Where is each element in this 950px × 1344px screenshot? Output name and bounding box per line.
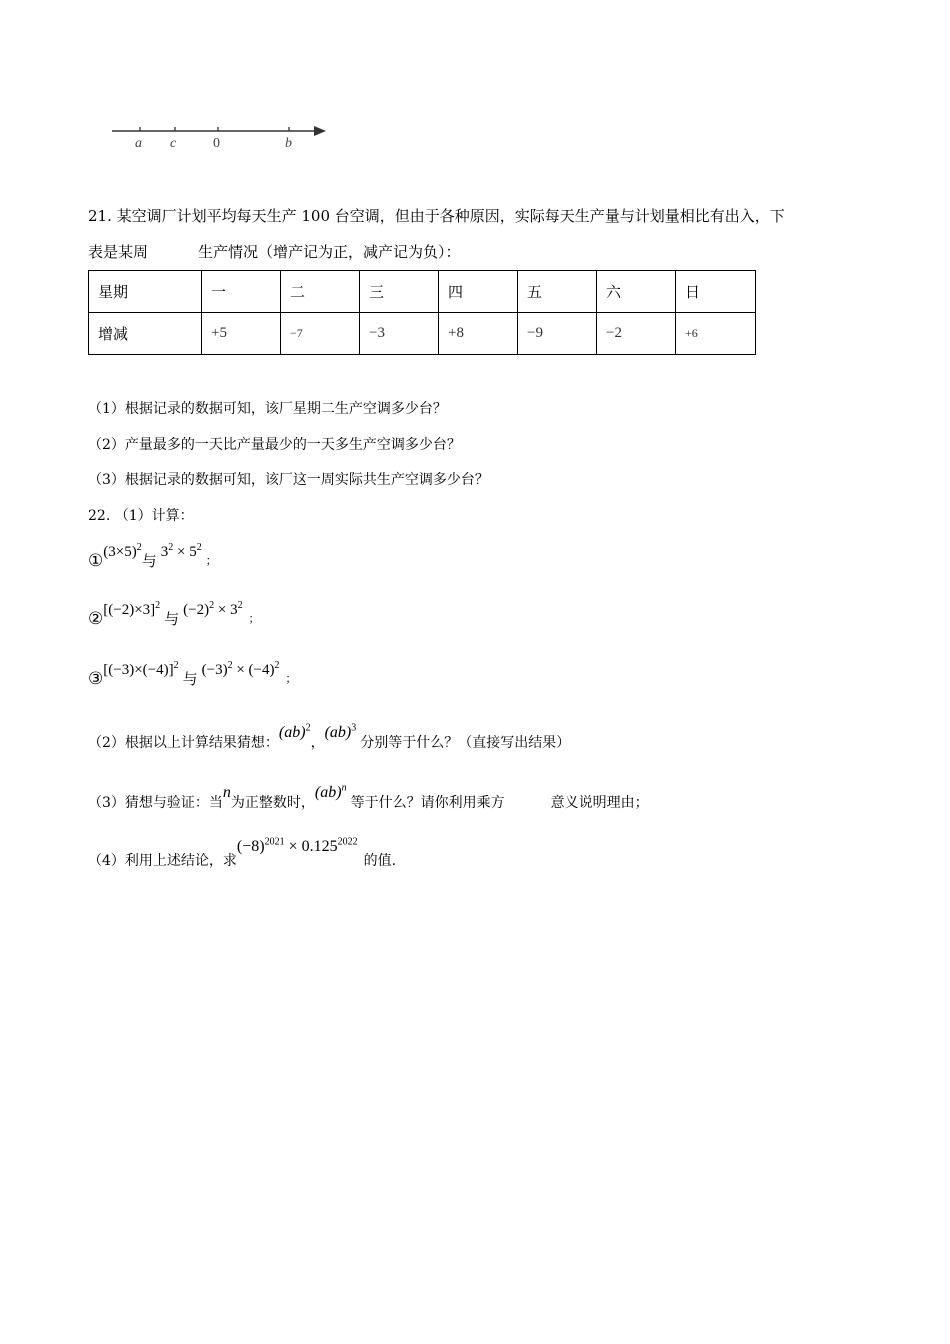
item2-rhs-b: 3 [230,602,238,618]
item2-rhs-b-exp: 2 [237,600,243,611]
number-line-label-0: 0 [213,136,220,151]
sub2-m1-exp: 2 [305,722,311,734]
table-header-cell: 星期 [89,271,202,313]
table-header-cell: 一 [202,271,281,313]
item2-times: × [214,602,231,618]
item3-rhs [202,662,280,678]
q21-sub3: （3）根据记录的数据可知，该厂这一周实际共生产空调多少台？ [88,472,489,488]
q21-line2b: 生产情况（增产记为正，减产记为负）： [198,243,461,261]
table-value-cell: −7 [281,313,360,355]
q22-sub3 [88,782,649,811]
sub2-m2-exp: 3 [351,722,357,734]
sub2-m2-base: (ab) [324,724,352,741]
item2-lhs-base: [(−2)×3] [103,602,156,618]
item3-rhs-a-exp: 2 [227,660,233,671]
item3-end: ； [285,672,297,685]
sub3-n: n [222,784,231,801]
item3-times: × [232,662,249,678]
sub2-m2 [325,724,357,741]
table-value-cell: −9 [518,313,597,355]
circled-2: ② [88,609,104,629]
item2-lhs [103,602,160,618]
item1-rhs-b: 5 [189,544,197,560]
q21-sub1: （1）根据记录的数据可知，该厂星期二生产空调多少台？ [88,401,447,417]
sub2-comma: ， [310,735,325,751]
item1-rhs-a: 3 [160,544,169,560]
sub2-m1-base: (ab) [278,724,306,741]
sub4-times: × [284,838,302,855]
q21-line2 [88,241,461,262]
sub2-m1 [279,724,311,741]
sub4-a: (−8) [236,838,265,855]
number-line-label-a: a [135,136,142,151]
item3-rhs-a: (−3) [201,662,228,678]
item2-end: ； [248,612,260,625]
table-header-cell: 四 [439,271,518,313]
item2-rhs [183,602,242,618]
sub4-a-exp: 2021 [264,836,285,848]
q21-sub2: （2）产量最多的一天比产量最少的一天多生产空调多少台？ [88,437,461,453]
table-value-cell: +8 [439,313,518,355]
item3-rhs-b-exp: 2 [274,660,280,671]
number-line-label-c: c [170,136,177,151]
item2-rhs-a-exp: 2 [209,600,215,611]
table-header-cell: 三 [360,271,439,313]
sub4-b-exp: 2022 [337,836,358,848]
sub4-b: 0.125 [301,838,338,855]
item3-lhs-base: [(−3)×(−4)] [103,662,174,678]
q22-sub2 [88,722,571,751]
table-row-header [89,271,756,313]
item3-lhs-exp: 2 [173,660,179,671]
table-value-cell: +6 [676,313,756,355]
table-row-label: 增减 [89,313,202,355]
item2-rhs-a: (−2) [183,602,210,618]
item1-joiner: 与 [141,552,157,570]
sub4-expr [237,838,358,855]
sub2-pre: （2）根据以上计算结果猜想： [88,735,279,751]
sub3-mid: 为正整数时， [230,795,315,811]
production-table [88,270,756,355]
table-value-cell: +5 [202,313,281,355]
item3-lhs [103,662,178,678]
sub3-m-exp: n [341,782,347,794]
table-row-values [89,313,756,355]
table-value-cell: −3 [360,313,439,355]
q22-item1 [88,540,217,571]
q21-line2a: 表是某周 [88,243,149,261]
q22-item2 [88,598,260,629]
sub4-pre: （4）利用上述结论，求 [88,853,237,869]
item2-joiner: 与 [164,610,180,628]
table-header-cell: 日 [676,271,756,313]
number-line-figure [108,118,338,158]
circled-3: ③ [88,669,104,689]
number-line-arrow [314,126,326,136]
table-header-cell: 二 [281,271,360,313]
q22-sub4 [88,836,397,869]
item1-times: × [173,544,190,560]
sub2-post: 分别等于什么？（直接写出结果） [360,735,571,751]
sub4-post: 的值. [363,853,397,869]
item3-joiner: 与 [182,670,198,688]
item1-rhs-b-exp: 2 [196,542,202,553]
item1-lhs-exp: 2 [136,542,142,553]
table-header-cell: 五 [518,271,597,313]
q22-title: 22. （1）计算： [88,508,194,524]
sub3-post2: 意义说明理由； [550,795,649,811]
sub3-pre: （3）猜想与验证：当 [88,795,223,811]
item1-end: ； [205,554,217,567]
q22-item3 [88,658,297,689]
item1-rhs-a-exp: 2 [168,542,174,553]
item3-rhs-b: (−4) [248,662,275,678]
number-line-label-b: b [285,136,292,151]
item1-lhs-base: (3×5) [103,544,137,560]
item2-lhs-exp: 2 [155,600,161,611]
sub3-post1: 等于什么？请你利用乘方 [350,795,505,811]
circled-1: ① [88,551,104,571]
sub3-m-base: (ab) [314,784,342,801]
q21-line1: 21. 某空调厂计划平均每天生产 100 台空调，但由于各种原因，实际每天生产量与计划量相比有出入，下 [88,207,785,225]
item1-rhs [161,544,202,560]
item1-lhs [103,544,141,560]
sub3-m [315,784,347,801]
table-header-cell: 六 [597,271,676,313]
table-value-cell: −2 [597,313,676,355]
